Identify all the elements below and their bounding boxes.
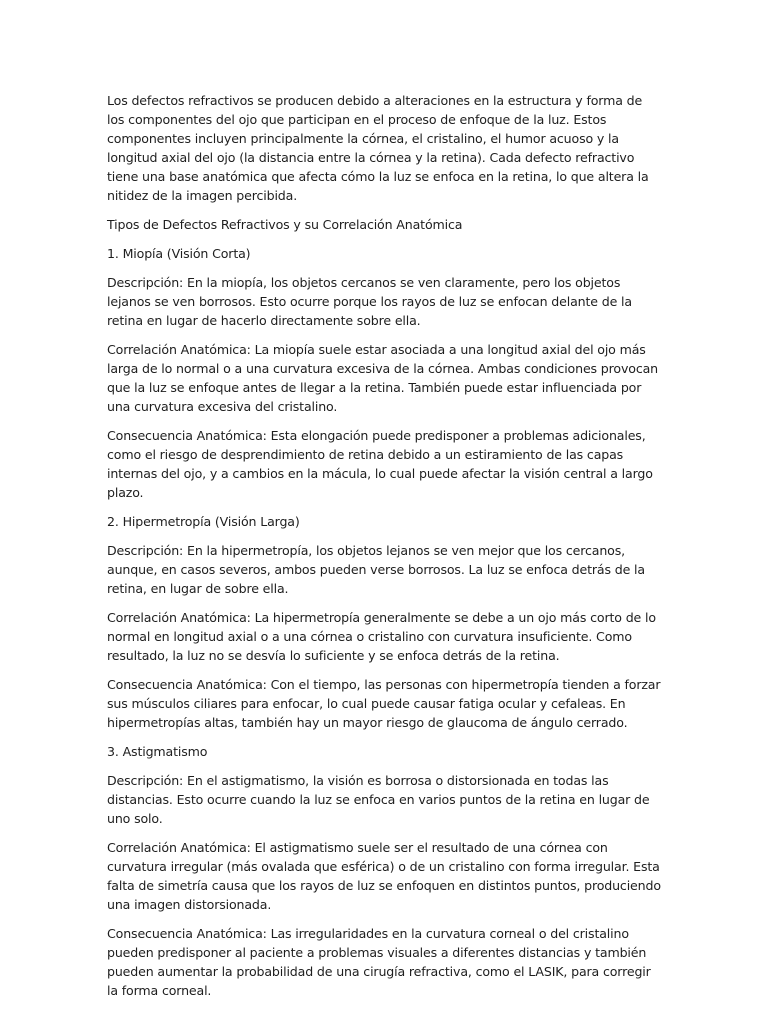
astigmatismo-consecuencia: Consecuencia Anatómica: Las irregularidades en la curvatura corneal o del cristalino pueden predisponer al paciente a problemas visuales a diferentes distancias y también pueden aumentar la probabilidad de una cirugía refractiva, como el LASIK, para corregir la forma corneal.	[107, 926, 651, 998]
hipermetropia-descripcion: Descripción: En la hipermetropía, los objetos lejanos se ven mejor que los cercanos, aunque, en casos severos, ambos pueden verse borrosos. La luz se enfoca detrás de la retina, en lugar de sobre ella.	[107, 543, 645, 596]
miopia-descripcion: Descripción: En la miopía, los objetos cercanos se ven claramente, pero los objetos lejanos se ven borrosos. Esto ocurre porque los rayos de luz se enfocan delante de la retina en lugar de hacerlo directamente sobre ella.	[107, 275, 632, 328]
hipermetropia-correlacion: Correlación Anatómica: La hipermetropía generalmente se debe a un ojo más corto de lo normal en longitud axial o a una córnea o cristalino con curvatura insuficiente. Como resultado, la luz no se desvía lo suficiente y se enfoca detrás de la retina.	[107, 610, 656, 663]
intro-paragraph: Los defectos refractivos se producen debido a alteraciones en la estructura y forma de los componentes del ojo que participan en el proceso de enfoque de la luz. Estos componentes incluyen principalmente la córnea, el cristalino, el humor acuoso y la longitud axial del ojo (la distancia entre la córnea y la retina). Cada defecto refractivo tiene una base anatómica que afecta cómo la luz se enfoca en la retina, lo que altera la nitidez de la imagen percibida.	[107, 93, 649, 203]
astigmatismo-correlacion: Correlación Anatómica: El astigmatismo suele ser el resultado de una córnea con curvatura irregular (más ovalada que esférica) o de un cristalino con forma irregular. Esta falta de simetría causa que los rayos de luz se enfoquen en distintos puntos, produciendo una imagen distorsionada.	[107, 840, 661, 912]
document-page	[107, 91, 663, 1010]
section-title: Tipos de Defectos Refractivos y su Correlación Anatómica	[107, 217, 463, 232]
hipermetropia-consecuencia: Consecuencia Anatómica: Con el tiempo, las personas con hipermetropía tienden a forzar sus músculos ciliares para enfocar, lo cual puede causar fatiga ocular y cefaleas. En hipermetropías altas, también hay un mayor riesgo de glaucoma de ángulo cerrado.	[107, 677, 661, 730]
miopia-correlacion: Correlación Anatómica: La miopía suele estar asociada a una longitud axial del ojo más larga de lo normal o a una curvatura excesiva de la córnea. Ambas condiciones provocan que la luz se enfoque antes de llegar a la retina. También puede estar influenciada por una curvatura excesiva del cristalino.	[107, 342, 658, 414]
hipermetropia-heading: 2. Hipermetropía (Visión Larga)	[107, 514, 300, 529]
astigmatismo-descripcion: Descripción: En el astigmatismo, la visión es borrosa o distorsionada en todas las distancias. Esto ocurre cuando la luz se enfoca en varios puntos de la retina en lugar de uno solo.	[107, 773, 650, 826]
miopia-consecuencia: Consecuencia Anatómica: Esta elongación puede predisponer a problemas adicionales, como el riesgo de desprendimiento de retina debido a un estiramiento de las capas internas del ojo, y a cambios en la mácula, lo cual puede afectar la visión central a largo plazo.	[107, 428, 653, 500]
astigmatismo-heading: 3. Astigmatismo	[107, 744, 208, 759]
miopia-heading: 1. Miopía (Visión Corta)	[107, 246, 251, 261]
